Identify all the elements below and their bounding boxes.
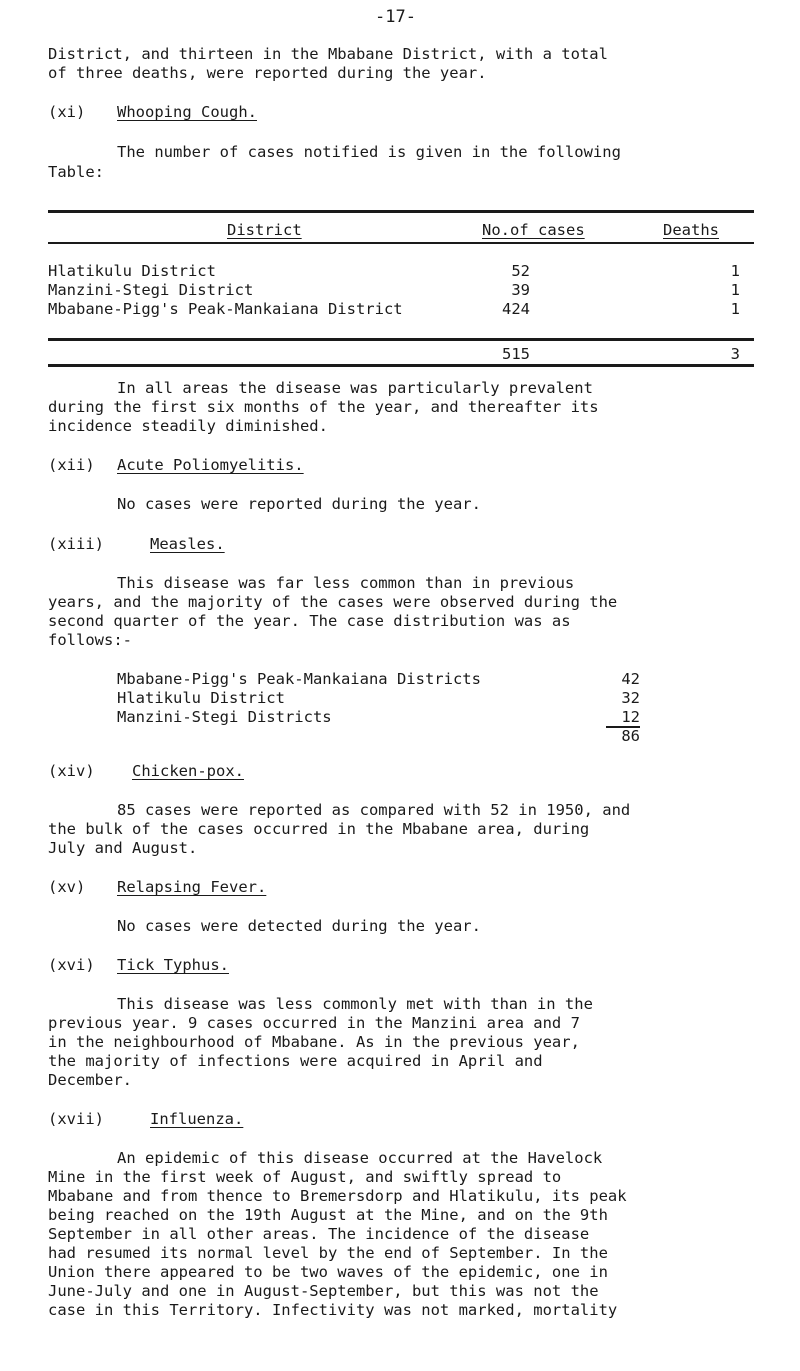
table-row-2-district: Manzini-Stegi District <box>48 281 254 299</box>
intro-line-2: of three deaths, were reported during the year. <box>48 64 487 82</box>
table-bottom-rule <box>48 364 754 367</box>
section-xvii-para-line-9: case in this Territory. Infectivity was not marked, mortality <box>48 1301 618 1319</box>
section-xvi-number: (xvi) <box>48 956 95 974</box>
section-xi-para2-line-1: In all areas the disease was particularly prevalent <box>117 379 593 397</box>
section-xvii-number: (xvii) <box>48 1110 104 1128</box>
table-total-deaths: 3 <box>730 345 740 363</box>
section-xiv-para-line-1: 85 cases were reported as compared with 52 in 1950, and <box>117 801 631 819</box>
section-xv-para: No cases were detected during the year. <box>117 917 481 935</box>
measles-list-1-cases: 42 <box>621 670 640 688</box>
section-xiii-para-line-4: follows:- <box>48 631 132 649</box>
section-xvii-para-line-8: June-July and one in August-September, but this was not the <box>48 1282 599 1300</box>
table-header-deaths: Deaths <box>663 221 719 239</box>
section-xvi-para-line-2: previous year. 9 cases occurred in the Manzini area and 7 <box>48 1014 580 1032</box>
table-total-cases: 515 <box>502 345 530 363</box>
section-xiii-number: (xiii) <box>48 535 104 553</box>
table-row-1-district: Hlatikulu District <box>48 262 216 280</box>
section-xvii-para-line-3: Mbabane and from thence to Bremersdorp and Hlatikulu, its peak <box>48 1187 627 1205</box>
section-xvii-para-line-5: September in all other areas. The incidence of the disease <box>48 1225 590 1243</box>
section-xvii-para-line-6: had resumed its normal level by the end of September. In the <box>48 1244 608 1262</box>
section-xi-para-line-1: The number of cases notified is given in the following <box>117 143 621 161</box>
table-header-rule <box>48 242 754 244</box>
intro-line-1: District, and thirteen in the Mbabane District, with a total <box>48 45 608 63</box>
section-xi-para2-line-2: during the first six months of the year, and thereafter its <box>48 398 599 416</box>
table-header-district: District <box>227 221 302 239</box>
measles-list-2-cases: 32 <box>621 689 640 707</box>
section-xiv-title: Chicken-pox. <box>132 762 244 780</box>
section-xiv-para-line-3: July and August. <box>48 839 198 857</box>
measles-list-3-cases: 12 <box>621 708 640 726</box>
table-row-2-deaths: 1 <box>730 281 740 299</box>
section-xvi-title: Tick Typhus. <box>117 956 229 974</box>
section-xvi-para-line-4: the majority of infections were acquired in April and <box>48 1052 543 1070</box>
section-xi-para-line-2: Table: <box>48 163 104 181</box>
section-xi-title: Whooping Cough. <box>117 103 257 121</box>
table-top-rule <box>48 210 754 213</box>
section-xvii-para-line-2: Mine in the first week of August, and swiftly spread to <box>48 1168 562 1186</box>
measles-list-3-district: Manzini-Stegi Districts <box>117 708 332 726</box>
section-xiv-number: (xiv) <box>48 762 95 780</box>
section-xvi-para-line-3: in the neighbourhood of Mbabane. As in the previous year, <box>48 1033 580 1051</box>
section-xiii-title: Measles. <box>150 535 225 553</box>
measles-list-2-district: Hlatikulu District <box>117 689 285 707</box>
table-row-1-deaths: 1 <box>730 262 740 280</box>
table-row-2-cases: 39 <box>511 281 530 299</box>
table-row-3-cases: 424 <box>502 300 530 318</box>
section-xvi-para-line-5: December. <box>48 1071 132 1089</box>
page-number: -17- <box>375 7 416 27</box>
section-xvi-para-line-1: This disease was less commonly met with than in the <box>117 995 593 1013</box>
section-xiii-para-line-1: This disease was far less common than in previous <box>117 574 575 592</box>
table-row-3-district: Mbabane-Pigg's Peak-Mankaiana District <box>48 300 403 318</box>
section-xi-para2-line-3: incidence steadily diminished. <box>48 417 328 435</box>
measles-total: 86 <box>621 727 640 745</box>
table-row-1-cases: 52 <box>511 262 530 280</box>
section-xiii-para-line-3: second quarter of the year. The case distribution was as <box>48 612 571 630</box>
section-xiii-para-line-2: years, and the majority of the cases were observed during the <box>48 593 618 611</box>
section-xvii-para-line-4: being reached on the 19th August at the Mine, and on the 9th <box>48 1206 608 1224</box>
section-xv-title: Relapsing Fever. <box>117 878 267 896</box>
section-xvii-title: Influenza. <box>150 1110 244 1128</box>
section-xii-para: No cases were reported during the year. <box>117 495 481 513</box>
section-xii-title: Acute Poliomyelitis. <box>117 456 304 474</box>
measles-list-1-district: Mbabane-Pigg's Peak-Mankaiana Districts <box>117 670 481 688</box>
table-header-cases: No.of cases <box>482 221 585 239</box>
table-row-3-deaths: 1 <box>730 300 740 318</box>
section-xiv-para-line-2: the bulk of the cases occurred in the Mbabane area, during <box>48 820 590 838</box>
section-xvii-para-line-7: Union there appeared to be two waves of the epidemic, one in <box>48 1263 608 1281</box>
section-xii-number: (xii) <box>48 456 95 474</box>
section-xvii-para-line-1: An epidemic of this disease occurred at the Havelock <box>117 1149 603 1167</box>
section-xv-number: (xv) <box>48 878 86 896</box>
table-total-top-rule <box>48 338 754 341</box>
section-xi-number: (xi) <box>48 103 86 121</box>
